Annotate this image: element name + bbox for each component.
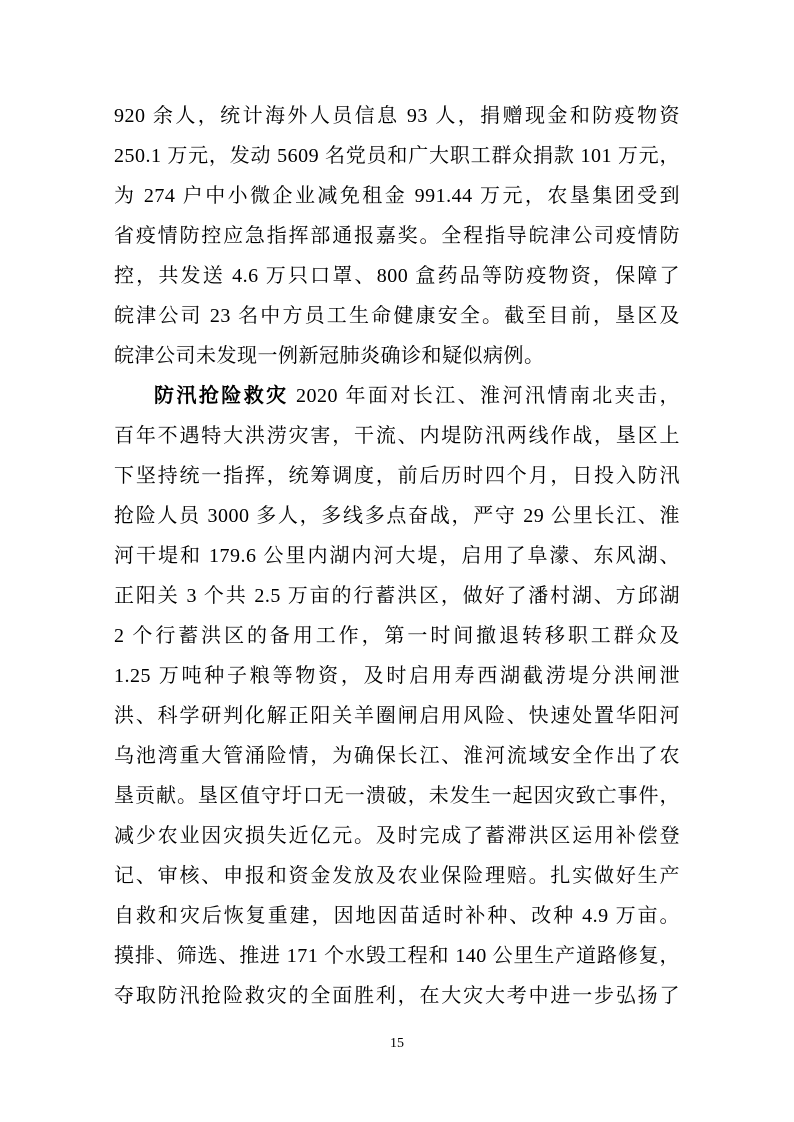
text-line — [114, 976, 680, 1016]
text-line — [114, 896, 680, 936]
line-text: 河干堤和 179.6 公里内湖内河大堤，启用了阜濛、东风湖、 — [114, 545, 680, 567]
text-line — [114, 696, 680, 736]
line-text: 250.1 万元，发动 5609 名党员和广大职工群众捐款 101 万元， — [114, 145, 680, 167]
text-line — [114, 416, 680, 456]
text-line — [114, 456, 680, 496]
line-text: 1.25 万吨种子粮等物资，及时启用寿西湖截涝堤分洪闸泄 — [114, 665, 680, 687]
text-line — [114, 336, 680, 376]
line-text: 下坚持统一指挥，统筹调度，前后历时四个月，日投入防汛 — [114, 465, 680, 487]
text-line — [114, 616, 680, 656]
text-line — [114, 136, 680, 176]
line-text: 为 274 户中小微企业减免租金 991.44 万元，农垦集团受到 — [114, 185, 680, 207]
text-line — [114, 96, 680, 136]
text-line — [114, 856, 680, 896]
line-text: 记、审核、申报和资金发放及农业保险理赔。扎实做好生产 — [114, 865, 680, 887]
line-text: 抢险人员 3000 多人，多线多点奋战，严守 29 公里长江、淮 — [114, 505, 680, 527]
text-line — [114, 256, 680, 296]
line-text: 正阳关 3 个共 2.5 万亩的行蓄洪区，做好了潘村湖、方邱湖 — [114, 585, 680, 607]
text-line — [114, 776, 680, 816]
line-text: 2020 年面对长江、淮河汛情南北夹击， — [288, 385, 681, 407]
line-text: 垦贡献。垦区值守圩口无一溃破，未发生一起因灾致亡事件， — [114, 785, 680, 807]
text-line — [114, 936, 680, 976]
text-line — [114, 176, 680, 216]
line-text: 皖津公司 23 名中方员工生命健康安全。截至目前，垦区及 — [114, 305, 680, 327]
line-text: 自救和灾后恢复重建，因地因苗适时补种、改种 4.9 万亩。 — [114, 905, 680, 927]
text-line — [114, 736, 680, 776]
text-line — [114, 536, 680, 576]
text-line — [114, 496, 680, 536]
page-body — [114, 96, 680, 1016]
text-line — [114, 816, 680, 856]
line-text: 摸排、筛选、推进 171 个水毁工程和 140 公里生产道路修复， — [114, 945, 680, 967]
line-text: 乌池湾重大管涌险情，为确保长江、淮河流域安全作出了农 — [114, 745, 680, 767]
line-text: 省疫情防控应急指挥部通报嘉奖。全程指导皖津公司疫情防 — [114, 225, 680, 247]
line-text: 百年不遇特大洪涝灾害，干流、内堤防汛两线作战，垦区上 — [114, 425, 680, 447]
line-text: 皖津公司未发现一例新冠肺炎确诊和疑似病例。 — [114, 345, 545, 367]
page-number: 15 — [390, 1036, 404, 1051]
line-text: 减少农业因灾损失近亿元。及时完成了蓄滞洪区运用补偿登 — [114, 825, 680, 847]
text-line — [114, 216, 680, 256]
text-line — [114, 656, 680, 696]
text-line — [114, 296, 680, 336]
text-line — [114, 576, 680, 616]
line-text: 夺取防汛抢险救灾的全面胜利，在大灾大考中进一步弘扬了 — [114, 985, 680, 1007]
line-text: 控，共发送 4.6 万只口罩、800 盒药品等防疫物资，保障了 — [114, 265, 680, 287]
line-text: 洪、科学研判化解正阳关羊圈闸启用风险、快速处置华阳河 — [114, 705, 680, 727]
paragraph-lead-bold: 防汛抢险救灾 — [154, 385, 289, 407]
line-text: 2 个行蓄洪区的备用工作，第一时间撤退转移职工群众及 — [114, 625, 680, 647]
text-line — [114, 376, 680, 416]
line-text: 920 余人，统计海外人员信息 93 人，捐赠现金和防疫物资 — [114, 105, 680, 127]
